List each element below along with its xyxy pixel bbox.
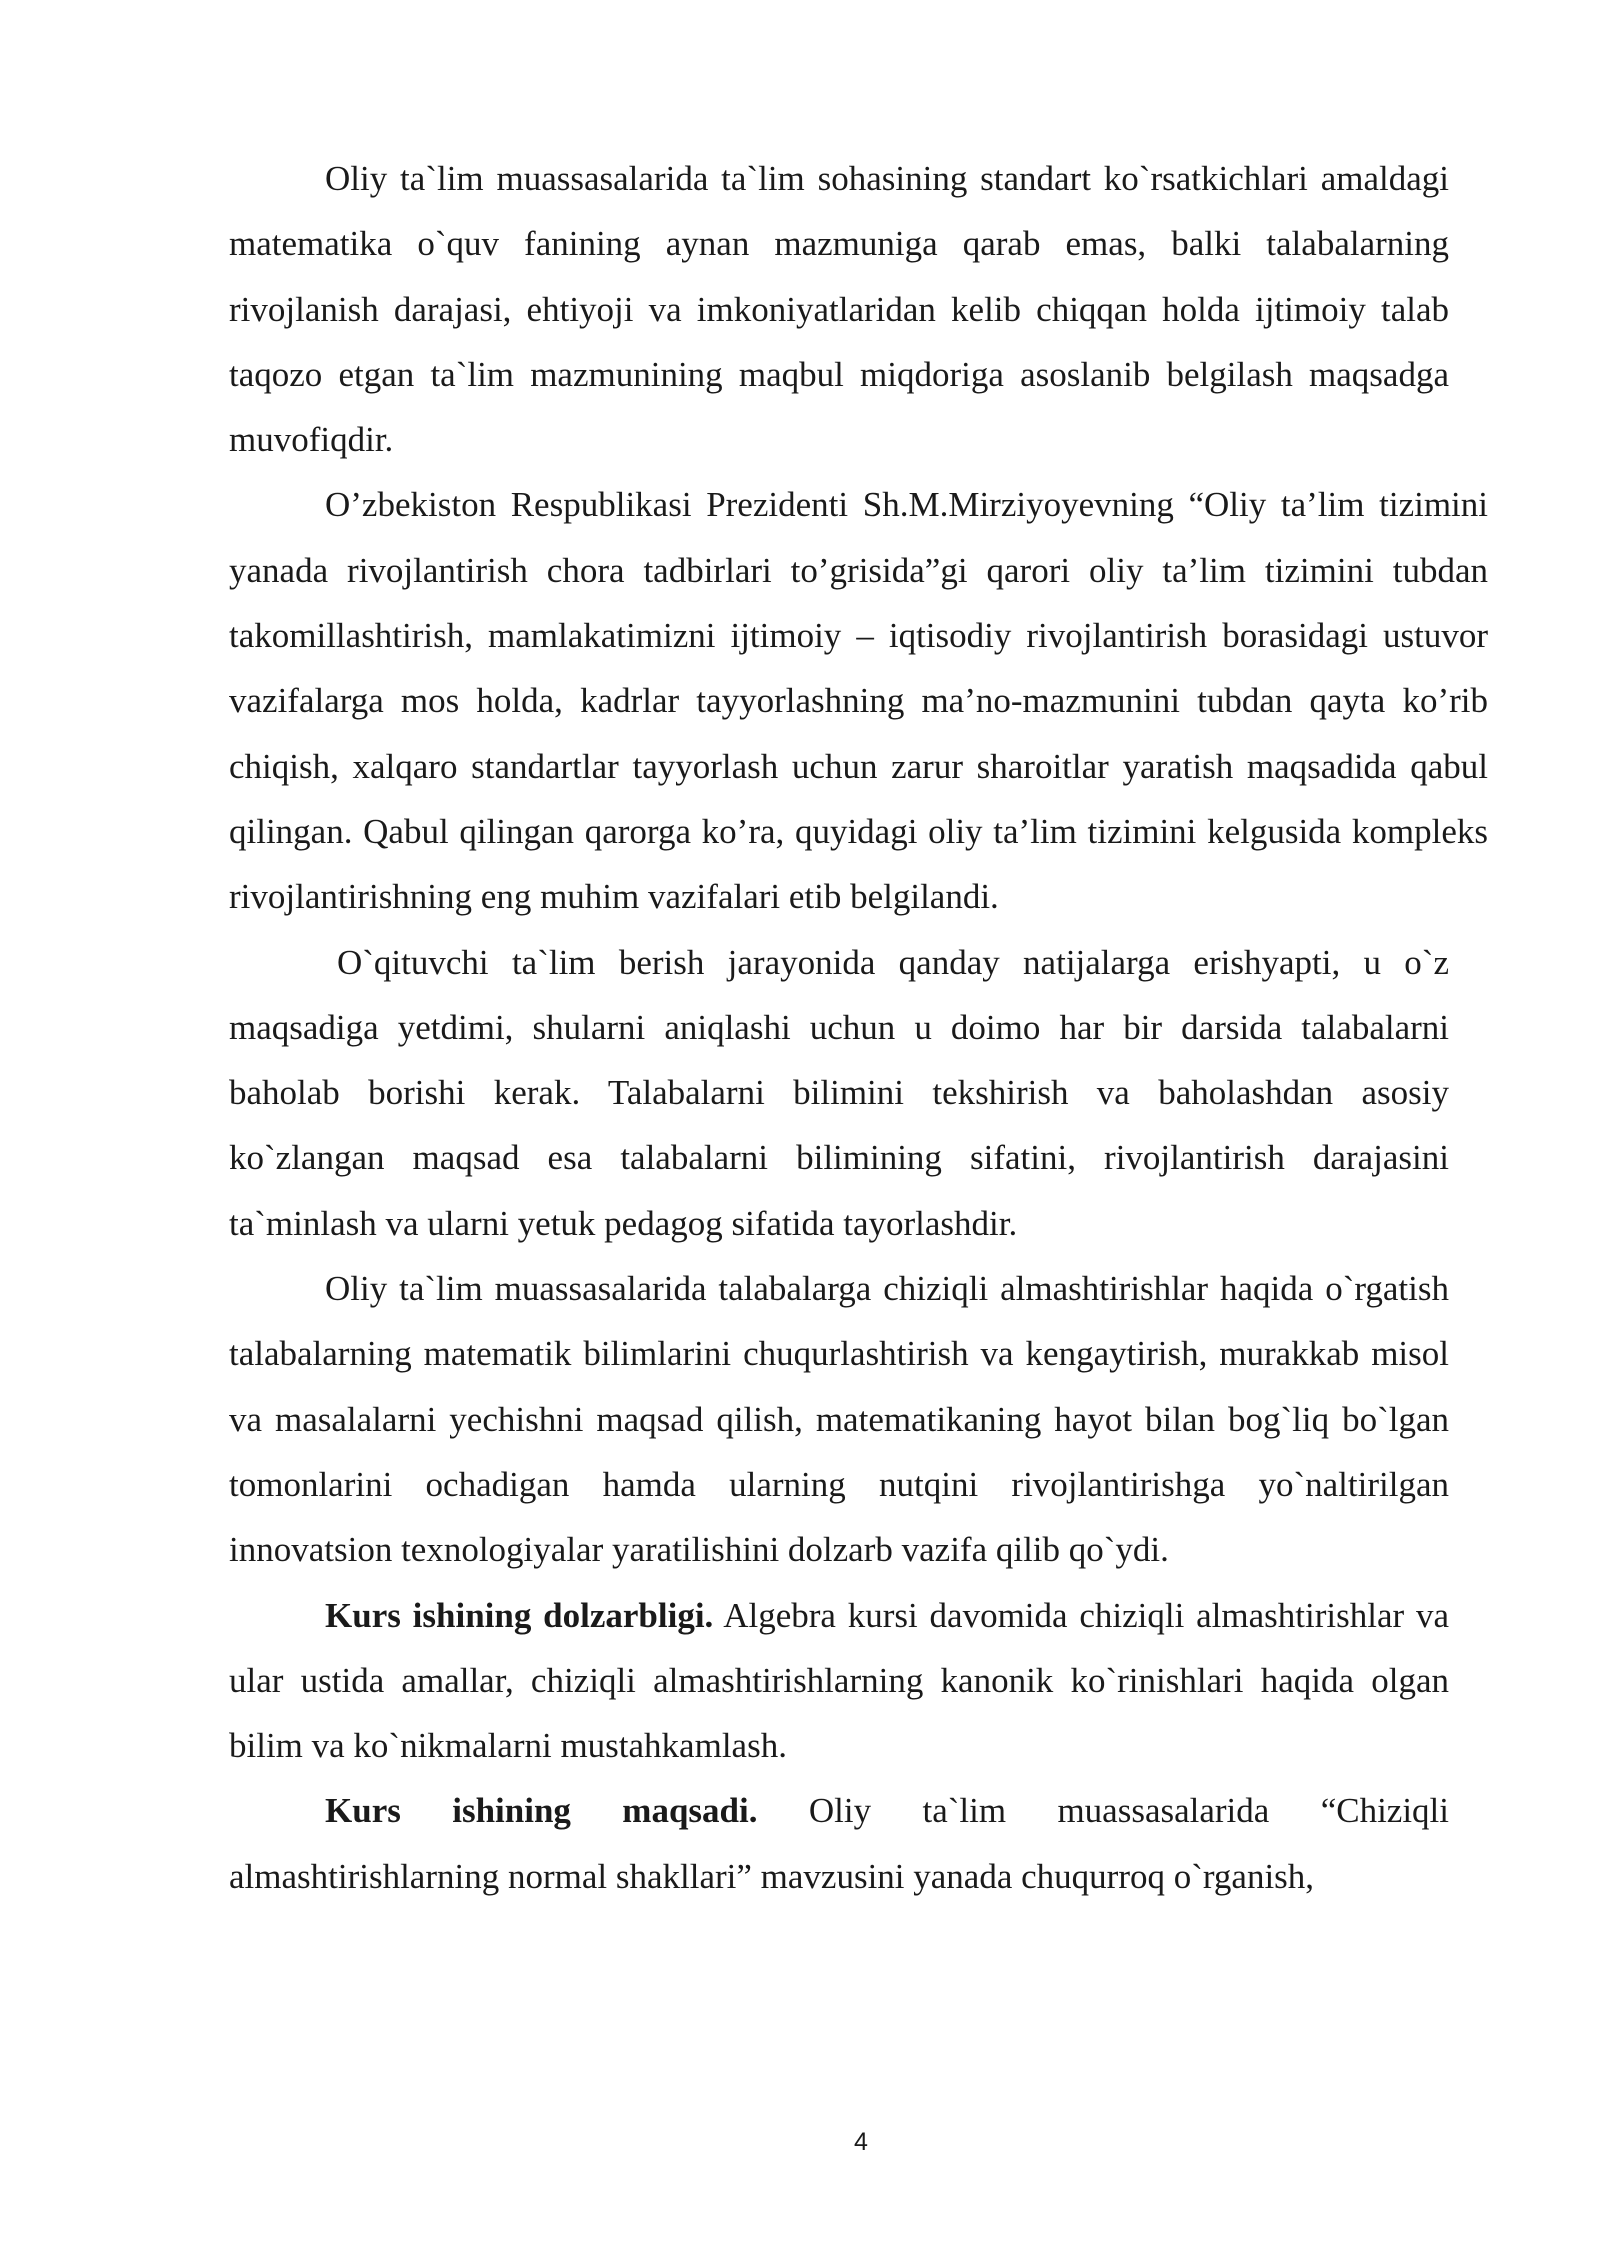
paragraph-purpose [229,1778,1449,1909]
page-body [229,146,1488,1909]
paragraph-standard-indicators: Oliy ta`lim muassasalarida ta`lim sohasining standart ko`rsatkichlari amaldagi matematika o`quv fanining aynan mazmuniga qarab emas, balki talabalarning rivojlanish darajasi, ehtiyoji va imkoniyatlaridan kelib chiqqan holda ijtimoiy talab taqozo etgan ta`lim mazmunining maqbul miqdoriga asoslanib belgilash maqsadga muvofiqdir. [229,159,1449,460]
paragraph-presidential-decree: O’zbekiston Respublikasi Prezidenti Sh.M.Mirziyoyevning “Oliy ta’lim tizimini yanada rivojlantirish chora tadbirlari to’grisida”gi qarori oliy ta’lim tizimini tubdan takomillashtirish, mamlakatimizni ijtimoiy – iqtisodiy rivojlantirish borasidagi ustuvor vazifalarga mos holda, kadrlar tayyorlashning ma’no-mazmunini tubdan qayta ko’rib chiqish, xalqaro standartlar tayyorlash uchun zarur sharoitlar yaratish maqsadida qabul qilingan. Qabul qilingan qarorga ko’ra, quyidagi oliy ta’lim tizimini kelgusida kompleks rivojlantirishning eng muhim vazifalari etib belgilandi. [229,485,1488,917]
relevance-text: Algebra kursi davomida chiziqli almashtirishlar va ular ustida amallar, chiziqli almashtirishlarning kanonik ko`rinishlari haqida olgan bilim va ko`nikmalarni mustahkamlash. [229,1595,1449,1766]
paragraph-relevance [229,1583,1449,1779]
paragraph-linear-transformations: Oliy ta`lim muassasalarida talabalarga chiziqli almashtirishlar haqida o`rgatish talabalarning matematik bilimlarini chuqurlashtirish va kengaytirish, murakkab misol va masalalarni yechishni maqsad qilish, matematikaning hayot bilan bog`liq bo`lgan tomonlarini ochadigan hamda ularning nutqini rivojlantirishga yo`naltirilgan innovatsion texnologiyalar yaratilishini dolzarb vazifa qilib qo`ydi. [229,1269,1449,1570]
relevance-heading: Kurs ishining dolzarbligi. [325,1595,714,1635]
paragraph-teacher-assessment: O`qituvchi ta`lim berish jarayonida qanday natijalarga erishyapti, u o`z maqsadiga yetdimi, shularni aniqlashi uchun u doimo har bir darsida talabalarni baholab borishi kerak. Talabalarni bilimini tekshirish va baholashdan asosiy ko`zlangan maqsad esa talabalarni bilimining sifatini, rivojlantirish darajasini ta`minlash va ularni yetuk pedagog sifatida tayorlashdir. [229,942,1449,1243]
purpose-text: Oliy ta`lim muassasalarida “Chiziqli almashtirishlarning normal shakllari” mavzusini yanada chuqurroq o`rganish, [229,1791,1449,1896]
page-number: 4 [854,2128,868,2156]
purpose-heading: Kurs ishining maqsadi. [325,1791,758,1831]
